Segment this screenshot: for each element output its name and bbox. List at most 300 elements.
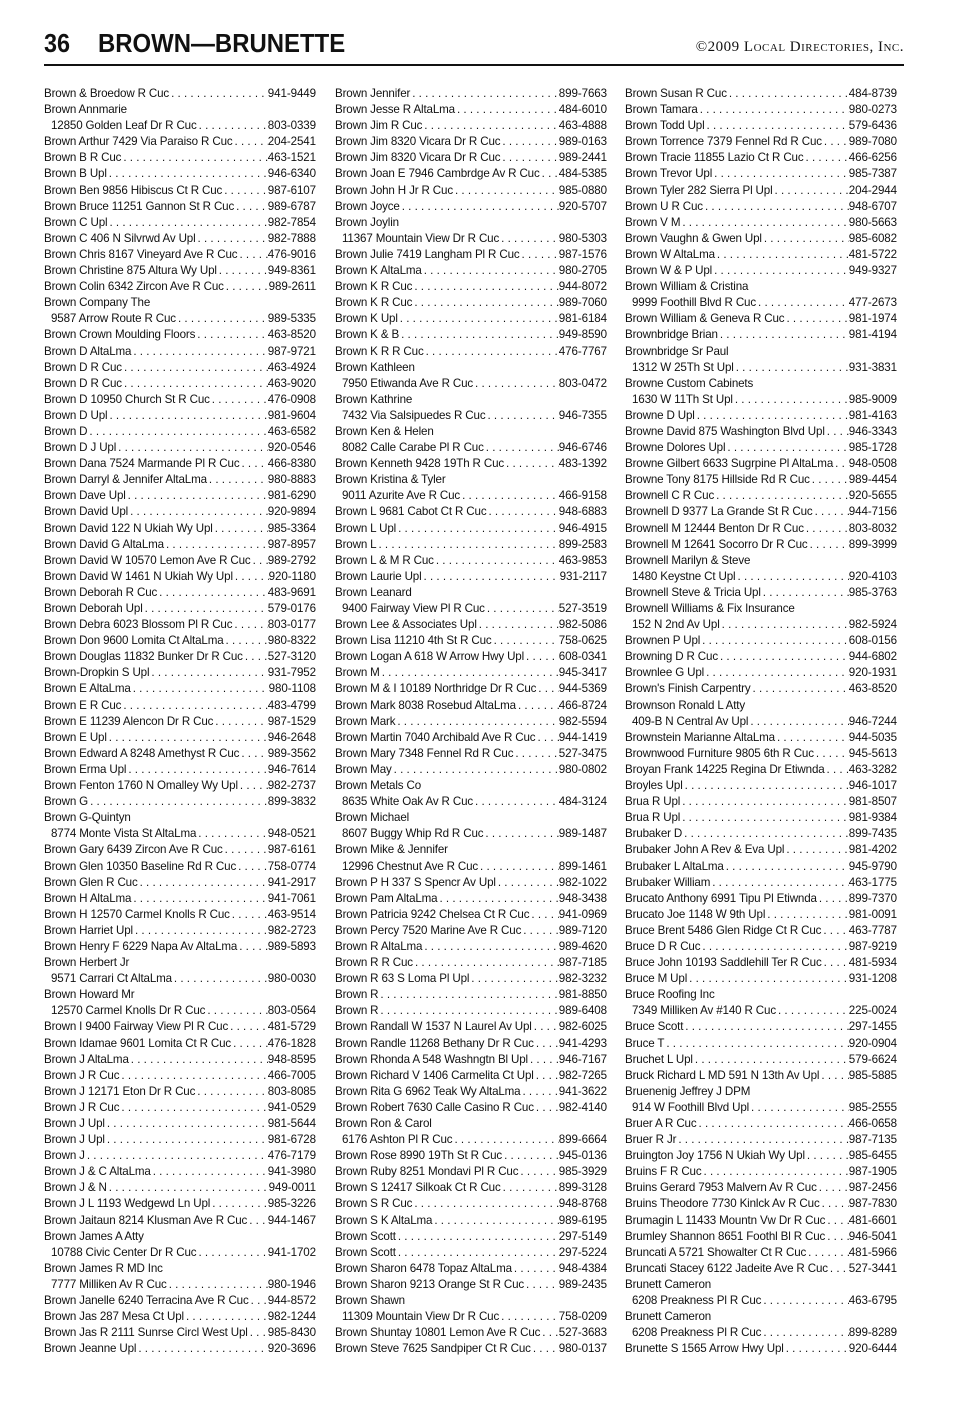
listing-phone: 758-0774	[267, 859, 316, 873]
listing-heading	[625, 1277, 897, 1293]
listing-phone: 985-3364	[267, 521, 316, 535]
leader-dots	[107, 408, 267, 424]
leader-dots	[238, 778, 268, 794]
listing-name: Bruington Joy 1756 N Ukiah Wy Upl	[625, 1149, 805, 1163]
listing-entry	[625, 118, 897, 134]
listing-name: Brown Annmarie	[44, 103, 127, 117]
listing-name: 12570 Carmel Knolls Dr R Cuc	[51, 1004, 206, 1018]
listing-name: Brown R	[335, 1004, 379, 1018]
listing-entry	[335, 859, 607, 875]
listing-phone: 980-8322	[267, 634, 316, 648]
listing-phone: 941-1702	[267, 1245, 316, 1259]
listing-name: 6176 Ashton Pl R Cuc	[342, 1133, 453, 1147]
listing-entry	[625, 1325, 897, 1341]
listing-phone: 985-0880	[558, 183, 607, 197]
listing-phone: 985-6082	[848, 231, 897, 245]
listing-phone: 982-2737	[267, 779, 316, 793]
leader-dots	[136, 1341, 267, 1357]
listing-entry	[335, 521, 607, 537]
leader-dots	[825, 762, 849, 778]
listing-entry	[44, 279, 316, 295]
listing-name: Brown Tamara	[625, 103, 698, 117]
page-header	[44, 24, 904, 68]
listing-phone: 466-0658	[848, 1117, 897, 1130]
listing-name: 9587 Arrow Route R Cuc	[51, 312, 176, 326]
leader-dots	[107, 215, 267, 231]
listing-entry	[335, 183, 607, 199]
listing-entry	[335, 166, 607, 182]
listing-heading	[625, 987, 897, 1003]
listing-entry	[44, 971, 316, 987]
listing-name: Brown J & C AltaLma	[44, 1165, 151, 1179]
listing-phone: 463-8520	[267, 328, 316, 342]
listing-phone: 981-8507	[848, 795, 897, 809]
listing-entry	[335, 1245, 607, 1261]
listing-phone: 920-6444	[848, 1342, 897, 1356]
listing-name: Brown Ron & Carol	[335, 1117, 432, 1130]
listing-name: Brown & Broedow R Cuc	[44, 87, 170, 100]
listing-entry	[44, 698, 316, 714]
listing-entry	[625, 1052, 897, 1068]
listing-name: 7950 Etiwanda Ave R Cuc	[342, 376, 474, 390]
listing-phone: 899-7370	[848, 891, 897, 905]
listing-name: Brown Ken & Helen	[335, 424, 434, 438]
leader-dots	[500, 134, 558, 150]
listing-phone: 297-1455	[848, 1020, 897, 1034]
page-title: BROWN—BRUNETTE	[98, 28, 346, 58]
leader-dots	[828, 1261, 849, 1277]
listing-phone: 297-5149	[558, 1229, 607, 1243]
listing-entry	[335, 714, 607, 730]
listing-name: Brown R	[335, 988, 379, 1002]
leader-dots	[804, 521, 849, 537]
leader-dots	[486, 504, 558, 520]
listing-entry	[335, 1068, 607, 1084]
listing-name: Brown Julie 7419 Langham Pl R Cuc	[335, 247, 520, 261]
listing-entry	[335, 537, 607, 553]
leader-dots	[817, 891, 849, 907]
leader-dots	[413, 955, 559, 971]
listing-phone: 463-4888	[558, 119, 607, 133]
listing-entry	[44, 1277, 316, 1293]
listing-name: Brua R Upl	[625, 811, 681, 825]
listing-entry	[625, 762, 897, 778]
listing-name: Brown Steve 7625 Sandpiper Ct R Cuc	[335, 1342, 531, 1356]
listing-name: Brown D 10950 Church St R Cuc	[44, 392, 210, 406]
listing-entry	[44, 553, 316, 569]
listing-phone: 608-0156	[848, 634, 897, 648]
listing-entry	[625, 794, 897, 810]
listing-phone: 944-5035	[848, 730, 897, 744]
listing-entry	[625, 521, 897, 537]
listing-entry	[44, 1132, 316, 1148]
listing-entry	[44, 1309, 316, 1325]
listing-name: 9011 Azurite Ave R Cuc	[342, 489, 461, 503]
listing-entry	[625, 504, 897, 520]
listing-entry	[335, 327, 607, 343]
leader-dots	[718, 327, 849, 343]
listing-phone: 989-4620	[558, 939, 607, 953]
listing-heading	[625, 601, 897, 617]
listing-phone: 989-7080	[848, 135, 897, 149]
leader-dots	[712, 166, 849, 182]
leader-dots	[813, 504, 849, 520]
leader-dots	[396, 1229, 559, 1245]
listing-entry	[335, 1003, 607, 1019]
listing-phone: 476-1828	[267, 1036, 316, 1050]
listing-name: Brown Arthur 7429 Via Paraiso R Cuc	[44, 135, 233, 149]
listing-name: Brown G	[44, 795, 89, 809]
listing-name: Brownbridge Brian	[625, 328, 718, 342]
listing-name: Bruce Roofing Inc	[625, 988, 715, 1002]
listing-name: Brubaker L AltaLma	[625, 859, 724, 873]
listing-name: Brown Trevor Upl	[625, 167, 713, 181]
leader-dots	[540, 1325, 559, 1341]
listing-name: Brown R 63 S Loma Pl Upl	[335, 972, 470, 986]
listing-entry	[44, 1164, 316, 1180]
listing-name: Brown D Upl	[44, 408, 108, 422]
listing-entry	[625, 424, 897, 440]
listing-name: Broyan Frank 14225 Regina Dr Etiwnda	[625, 762, 825, 776]
leader-dots	[714, 488, 849, 504]
listing-name: Brown Rhonda A 548 Washngtn Bl Upl	[335, 1052, 528, 1066]
leader-dots	[715, 247, 849, 263]
leader-dots	[210, 1196, 268, 1212]
listing-name: Brown E 11239 Alencon Dr R Cuc	[44, 714, 214, 728]
listing-entry	[44, 1325, 316, 1341]
listing-phone: 980-0030	[267, 972, 316, 986]
leader-dots	[473, 376, 559, 392]
listing-name: Bruce M Upl	[625, 972, 688, 986]
listing-name: Brown J R Cuc	[44, 1068, 120, 1082]
listing-name: Brown Michael	[335, 811, 410, 825]
listing-entry	[44, 118, 316, 134]
leader-dots	[455, 102, 559, 118]
listing-name: Brown Sharon 6478 Topaz AltaLma	[335, 1261, 512, 1275]
listing-entry	[625, 617, 897, 633]
leader-dots	[536, 681, 559, 697]
leader-dots	[819, 1068, 848, 1084]
listing-entry	[44, 1180, 316, 1196]
leader-dots	[521, 923, 559, 939]
listing-phone: 527-3120	[267, 650, 316, 664]
listing-phone: 920-5707	[558, 199, 607, 213]
leader-dots	[452, 1132, 558, 1148]
listing-name: Brown Henry F 6229 Napa Av AltaLma	[44, 939, 238, 953]
listing-phone: 899-8289	[848, 1326, 897, 1340]
listing-name: Brown Deborah Upl	[44, 602, 143, 615]
leader-dots	[734, 360, 849, 376]
listing-phone: 463-9020	[267, 376, 316, 390]
listing-phone: 481-5966	[848, 1245, 897, 1259]
listing-phone: 982-7888	[267, 231, 316, 245]
leader-dots	[400, 199, 559, 215]
listing-name: Brown K R Cuc	[335, 280, 413, 294]
listing-name: Brown David G AltaLma	[44, 537, 164, 551]
leader-dots	[119, 1068, 267, 1084]
leader-dots	[775, 730, 849, 746]
listing-heading	[625, 1084, 897, 1100]
listing-phone: 466-7005	[267, 1068, 316, 1082]
leader-dots	[776, 1003, 849, 1019]
leader-dots	[243, 649, 268, 665]
listing-name: Brown Scott	[335, 1245, 396, 1259]
leader-dots	[167, 1277, 268, 1293]
listing-name: Browne Gilbert 6633 Sugrpine Pl AltaLma	[625, 457, 834, 471]
listing-phone: 987-1576	[558, 247, 607, 261]
leader-dots	[378, 1003, 558, 1019]
leader-dots	[484, 440, 559, 456]
leader-dots	[237, 247, 267, 263]
listing-phone: 899-3832	[267, 795, 316, 809]
listing-name: Brown K AltaLma	[335, 264, 422, 278]
listing-phone: 981-8850	[558, 988, 607, 1002]
listing-name: Brown Bruce 11251 Gannon St R Cuc	[44, 199, 235, 213]
listing-name: Brown Richard V 1406 Carmelita Ct Upl	[335, 1068, 534, 1082]
listing-phone: 987-9721	[267, 344, 316, 358]
listing-phone: 985-6455	[848, 1149, 897, 1163]
listing-phone: 989-7120	[558, 923, 607, 937]
listing-entry	[44, 521, 316, 537]
leader-dots	[485, 601, 559, 617]
listing-name: Brown Percy 7520 Marine Ave R Cuc	[335, 923, 522, 937]
leader-dots	[105, 1132, 268, 1148]
listing-name: Brown Tracie 11855 Lazio Ct R Cuc	[625, 151, 804, 165]
listing-phone: 987-2456	[848, 1181, 897, 1195]
leader-dots	[119, 1100, 267, 1116]
listing-entry	[335, 488, 607, 504]
listing-entry	[335, 1309, 607, 1325]
leader-dots	[196, 1245, 267, 1261]
listing-phone: 463-6582	[267, 424, 316, 438]
listing-name: Brubaker D	[625, 827, 683, 841]
listing-name: Brown B Upl	[44, 167, 107, 181]
listing-phone: 985-7387	[848, 167, 897, 181]
listing-entry	[625, 1341, 897, 1357]
listing-heading	[335, 472, 607, 488]
listing-name: Brown J Upl	[44, 1133, 105, 1147]
listing-phone: 466-8724	[558, 698, 607, 712]
listing-phone: 527-3475	[558, 746, 607, 760]
listing-phone: 944-1467	[267, 1213, 316, 1227]
listing-name: Bruins F R Cuc	[625, 1165, 702, 1179]
listing-phone: 579-6436	[848, 119, 897, 133]
listing-name: Brown Metals Co	[335, 779, 422, 793]
listing-name: Brown David W 1461 N Ukiah Wy Upl	[44, 569, 233, 583]
leader-dots	[705, 118, 849, 134]
leader-dots	[814, 746, 849, 762]
listing-entry	[625, 681, 897, 697]
listing-name: Brownson Ronald L Atty	[625, 698, 746, 712]
leader-dots	[680, 215, 848, 231]
listing-phone: 941-7061	[267, 891, 316, 905]
listing-name: Brown U R Cuc	[625, 199, 703, 213]
listing-entry	[335, 1341, 607, 1357]
listing-name: Brown Joyce	[335, 199, 400, 213]
listing-entry	[625, 86, 897, 102]
listing-name: Brown L Upl	[335, 521, 397, 535]
listing-entry	[625, 939, 897, 955]
leader-dots	[196, 231, 268, 247]
listing-entry	[44, 746, 316, 762]
listing-entry	[625, 537, 897, 553]
listing-phone: 941-3622	[558, 1084, 607, 1098]
listing-entry	[335, 617, 607, 633]
leader-dots	[532, 1019, 559, 1035]
listing-phone: 948-0521	[267, 827, 316, 841]
listing-phone: 944-7156	[848, 505, 897, 519]
listing-entry	[335, 923, 607, 939]
listing-entry	[625, 569, 897, 585]
listing-entry	[625, 1213, 897, 1229]
listing-phone: 941-0529	[267, 1100, 316, 1114]
listing-entry	[44, 859, 316, 875]
leader-dots	[434, 553, 559, 569]
listing-phone: 476-9016	[267, 247, 316, 261]
leader-dots	[424, 344, 559, 360]
listing-phone: 579-6624	[848, 1052, 897, 1066]
listing-entry	[335, 1052, 607, 1068]
listing-phone: 941-0969	[558, 907, 607, 921]
listing-name: Browne Custom Cabinets	[625, 376, 754, 390]
listing-entry	[44, 456, 316, 472]
listing-column-1	[44, 86, 316, 1357]
listing-name: 8774 Monte Vista St AltaLma	[51, 827, 197, 841]
listing-entry	[44, 1293, 316, 1309]
listing-name: Brown J R Cuc	[44, 1100, 120, 1114]
leader-dots	[704, 665, 849, 681]
leader-dots	[822, 955, 849, 971]
leader-dots	[518, 1164, 558, 1180]
leader-dots	[376, 537, 558, 553]
listing-phone: 481-5934	[848, 956, 897, 970]
listing-phone: 463-6795	[848, 1294, 897, 1308]
listing-name: Brown Kathrine	[335, 392, 413, 406]
leader-dots	[512, 1261, 559, 1277]
listing-name: Brown Erma Upl	[44, 762, 127, 776]
listing-phone: 982-7854	[267, 215, 316, 229]
listing-entry	[625, 1164, 897, 1180]
leader-dots	[213, 521, 268, 537]
leader-dots	[107, 166, 268, 182]
listing-name: Brown L	[335, 537, 377, 551]
listing-phone: 931-3831	[848, 360, 897, 374]
leader-dots	[87, 424, 267, 440]
listing-entry	[44, 1100, 316, 1116]
listing-name: Brown Rita G 6962 Teak Wy AltaLma	[335, 1084, 521, 1098]
listing-entry	[335, 1180, 607, 1196]
listing-phone: 981-9604	[267, 408, 316, 422]
listing-entry	[625, 730, 897, 746]
listing-phone: 481-5722	[848, 247, 897, 261]
leader-dots	[693, 1052, 849, 1068]
listing-name: 1480 Keystne Ct Upl	[632, 569, 736, 583]
listing-phone: 944-8072	[558, 280, 607, 294]
listing-entry	[625, 183, 897, 199]
listing-name: 9571 Carrari Ct AltaLma	[51, 972, 172, 986]
listing-name: Brownell Williams & Fix Insurance	[625, 602, 795, 615]
listing-phone: 463-9853	[558, 553, 607, 567]
listing-phone: 484-6010	[558, 103, 607, 117]
listing-name: Bruins Theodore 7730 Kinlck Av R Cuc	[625, 1197, 820, 1211]
listing-phone: 985-3763	[848, 585, 897, 599]
listing-entry	[335, 344, 607, 360]
listing-entry	[335, 199, 607, 215]
listing-name: Brown David Upl	[44, 505, 129, 519]
leader-dots	[825, 1229, 849, 1245]
listing-entry	[44, 633, 316, 649]
listing-name: 12996 Chestnut Ave R Cuc	[342, 859, 479, 873]
leader-dots	[499, 1309, 559, 1325]
listing-name: Brown William & Cristina	[625, 280, 749, 294]
listing-entry	[44, 1245, 316, 1261]
leader-dots	[534, 1100, 559, 1116]
leader-dots	[251, 553, 268, 569]
listing-name: Brown L 9681 Cabot Ct R Cuc	[335, 505, 487, 519]
listing-phone: 944-5369	[558, 682, 607, 696]
listing-entry	[625, 746, 897, 762]
page-number: 36	[44, 28, 71, 58]
listing-entry	[625, 1180, 897, 1196]
listing-phone: 920-1931	[848, 666, 897, 680]
listing-name: 7777 Milliken Av R Cuc	[51, 1277, 167, 1291]
leader-dots	[195, 1084, 268, 1100]
listing-name: Brown Randall W 1537 N Laurel Av Upl	[335, 1020, 532, 1034]
listing-name: 9400 Fairway View Pl R Cuc	[342, 602, 485, 615]
listing-name: Brown C Upl	[44, 215, 108, 229]
listing-entry	[335, 1196, 607, 1212]
leader-dots	[231, 1036, 268, 1052]
listing-name: Brown Christine 875 Altura Wy Upl	[44, 264, 217, 278]
listing-name: Brown K R Cuc	[335, 296, 413, 310]
listing-name: Brown Darryl & Jennifer AltaLma	[44, 473, 207, 487]
leader-dots	[822, 134, 849, 150]
leader-dots	[773, 183, 849, 199]
listing-phone: 989-6408	[558, 1004, 607, 1018]
listing-name: Brown Susan R Cuc	[625, 87, 727, 100]
leader-dots	[529, 907, 558, 923]
listing-name: Brown Howard Mr	[44, 988, 135, 1002]
listing-phone: 484-5385	[558, 167, 607, 181]
listing-name: Brown K R R Cuc	[335, 344, 424, 358]
listing-phone: 987-7185	[558, 956, 607, 970]
leader-dots	[195, 327, 268, 343]
leader-dots	[395, 714, 558, 730]
listing-entry	[44, 875, 316, 891]
listing-phone: 948-4384	[558, 1261, 607, 1275]
leader-dots	[516, 698, 559, 714]
leader-dots	[422, 939, 558, 955]
leader-dots	[107, 1180, 269, 1196]
leader-dots	[399, 327, 559, 343]
listing-entry	[335, 279, 607, 295]
listing-name: Brown V M	[625, 215, 681, 229]
listing-entry	[335, 730, 607, 746]
listing-phone: 982-4140	[558, 1100, 607, 1114]
listing-entry	[625, 360, 897, 376]
listing-name: Brown Dana 7524 Marmande Pl R Cuc	[44, 457, 240, 471]
leader-dots	[116, 440, 268, 456]
listing-name: Brown Mark	[335, 714, 396, 728]
listing-entry	[335, 134, 607, 150]
listing-name: Brown Mark 8038 Rosebud AltaLma	[335, 698, 516, 712]
listing-heading	[335, 392, 607, 408]
leader-dots	[126, 762, 267, 778]
leader-dots	[520, 247, 559, 263]
listing-phone: 946-1017	[848, 779, 897, 793]
listing-name: Brown B R Cuc	[44, 151, 122, 165]
listing-phone: 946-7167	[558, 1052, 607, 1066]
